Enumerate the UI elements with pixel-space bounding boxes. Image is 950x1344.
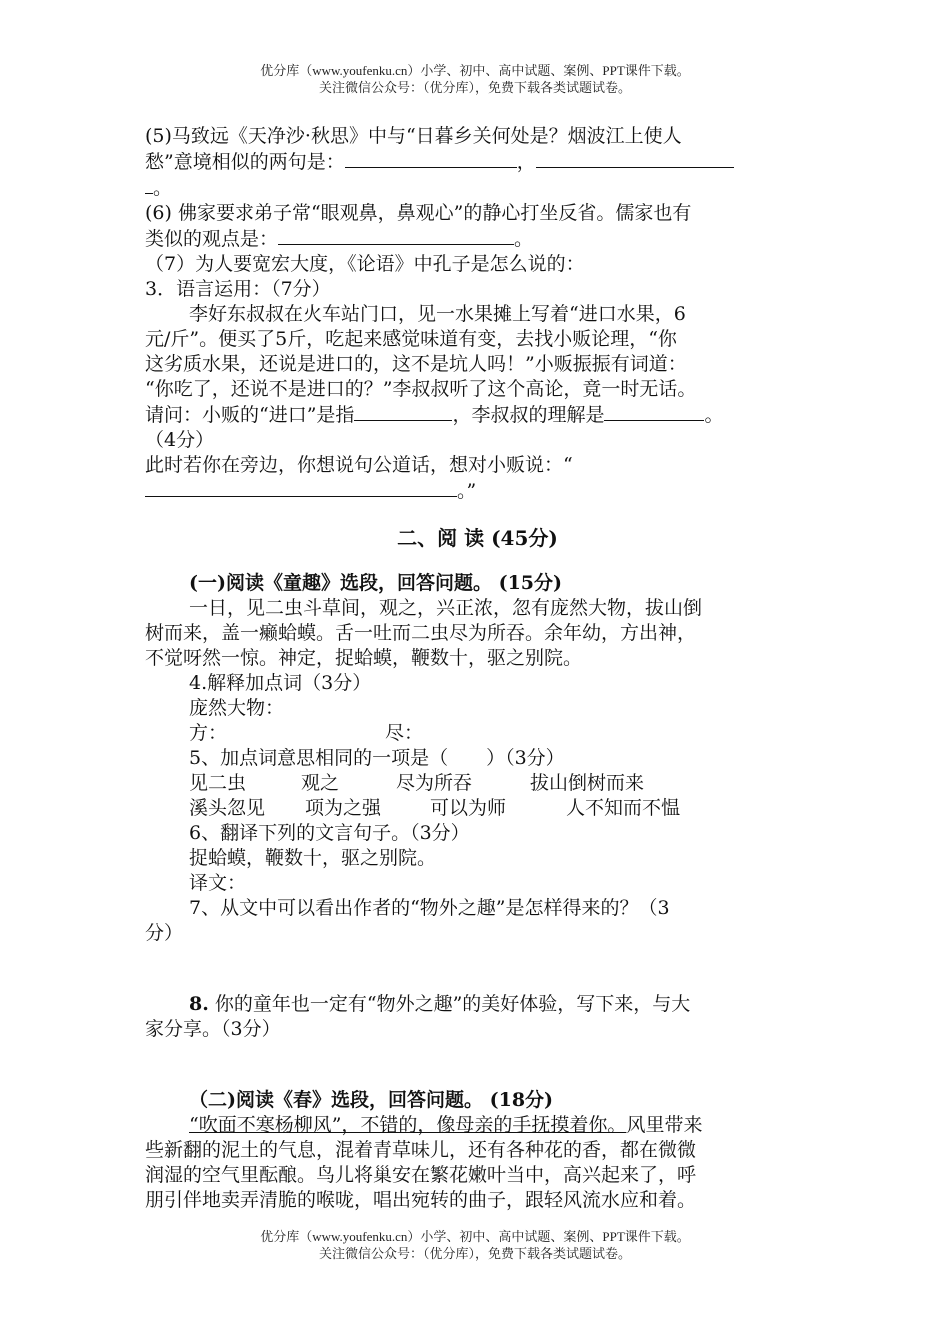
q3-para-4: “你吃了，还说不是进口的？”李叔叔听了这个高论，竟一时无话。 — [145, 378, 697, 400]
r1-q4a: 庞然大物： — [189, 697, 285, 719]
r1-q6-translation: 译文： — [189, 872, 247, 894]
r1-q8-line-2: 家分享。（3分） — [145, 1018, 281, 1040]
reading-2-text-1: “吹面不寒杨柳风”，不错的，像母亲的手抚摸着你。风里带来 — [189, 1114, 703, 1136]
reading-1-text-2: 树而来，盖一癞蛤蟆。舌一吐而二虫尽为所吞。余年幼，方出神， — [145, 622, 697, 644]
r1-q6-sentence: 捉蛤蟆，鞭数十，驱之别院。 — [189, 847, 437, 869]
r1-q5-row-2: 溪头忽见 项为之强 可以为师 人不知而不愠 — [189, 797, 681, 819]
q3-title: 3．语言运用：（7分） — [145, 278, 331, 300]
reading-2-title: （二)阅读《春》选段，回答问题。 (18分) — [189, 1089, 554, 1111]
q5-blank-2[interactable] — [536, 149, 734, 168]
q7-line: （7）为人要宽宏大度，《论语》中孔子是怎么说的： — [145, 253, 585, 275]
reading-2-text-4: 朋引伴地卖弄清脆的喉咙，唱出宛转的曲子，跟轻风流水应和着。 — [145, 1189, 697, 1211]
r1-q4: 4.解释加点词（3分） — [189, 672, 372, 694]
q6-line-2: 类似的观点是： 。 — [145, 228, 534, 250]
q3-blank-say[interactable] — [145, 478, 457, 497]
q3-blank-1[interactable] — [354, 402, 452, 421]
q5-blank-1[interactable] — [345, 149, 517, 168]
reading-1-text-3: 不觉呀然一惊。神定，捉蛤蟆，鞭数十，驱之别院。 — [145, 647, 583, 669]
q6-blank[interactable] — [278, 226, 514, 245]
r1-q5: 5、加点词意思相同的一项是（ ）（3分） — [189, 747, 565, 769]
header-line-1: 优分库（www.youfenku.cn）小学、初中、高中试题、案例、PPT课件下载。 — [260, 63, 690, 78]
footer-line-1: 优分库（www.youfenku.cn）小学、初中、高中试题、案例、PPT课件下载。 — [260, 1229, 690, 1244]
q6-line-1: (6) 佛家要求弟子常“眼观鼻，鼻观心”的静心打坐反省。儒家也有 — [145, 202, 692, 224]
q3-ask: 请问：小贩的“进口”是指 ，李叔叔的理解是 。 — [145, 404, 724, 426]
footer-line-2: 关注微信公众号：（优分库），免费下载各类试题试卷。 — [318, 1246, 631, 1261]
r1-q7-line-1: 7、从文中可以看出作者的“物外之趣”是怎样得来的？（3 — [189, 897, 670, 919]
r1-q4bc: 方： 尽： — [189, 722, 424, 744]
q3-say: 此时若你在旁边，你想说句公道话，想对小贩说：“ — [145, 454, 573, 476]
reading-2-text-3: 润湿的空气里酝酿。鸟儿将巢安在繁花嫩叶当中，高兴起来了，呼 — [145, 1164, 697, 1186]
q5-line-1: (5)马致远《天净沙·秋思》中与“日暮乡关何处是？烟波江上使人 — [145, 125, 682, 147]
q3-para-3: 这劣质水果，还说是进口的，这不是坑人吗！”小贩振振有词道： — [145, 353, 687, 375]
section-2-title: 二、阅 读 (45分) — [397, 526, 558, 550]
r1-q6: 6、翻译下列的文言句子。（3分） — [189, 822, 470, 844]
q5-line-2: 愁”意境相似的两句是： ， — [145, 149, 810, 175]
q3-score: （4分） — [145, 429, 215, 451]
header-line-2: 关注微信公众号：（优分库），免费下载各类试题试卷。 — [318, 80, 631, 95]
q5-blank-tail[interactable] — [145, 175, 153, 194]
q3-say-line: 。” — [145, 478, 810, 504]
q5-line-3: 。 — [145, 175, 810, 201]
reading-1-text-1: 一日，见二虫斗草间，观之，兴正浓，忽有庞然大物，拔山倒 — [189, 597, 703, 619]
q3-para-1: 李好东叔叔在火车站门口，见一水果摊上写着“进口水果，6 — [189, 303, 686, 325]
q3-para-2: 元/斤”。便买了5斤，吃起来感觉味道有变，去找小贩论理，“你 — [145, 328, 677, 350]
page-header — [0, 62, 950, 96]
reading-2-text-2: 些新翻的泥土的气息，混着青草味儿，还有各种花的香，都在微微 — [145, 1139, 697, 1161]
r1-q7-line-2: 分） — [145, 922, 184, 944]
r1-q5-row-1: 见二虫 观之 尽为所吞 拔山倒树而来 — [189, 772, 645, 794]
page-content — [145, 124, 810, 1213]
reading-1-title: (一)阅读《童趣》选段，回答问题。 (15分) — [189, 572, 563, 594]
q3-blank-2[interactable] — [604, 402, 704, 421]
page-footer — [0, 1228, 950, 1262]
r1-q8-line-1: 8. 你的童年也一定有“物外之趣”的美好体验，写下来，与大 — [189, 993, 691, 1015]
